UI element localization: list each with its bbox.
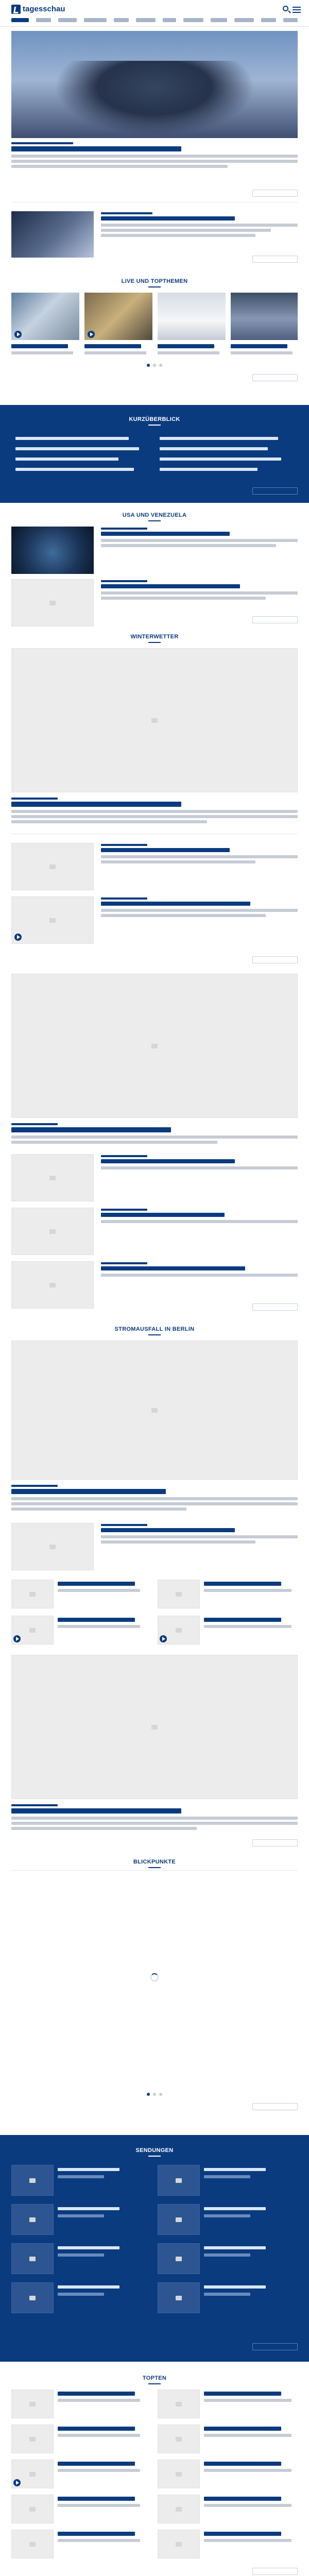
hero-image[interactable] <box>11 31 298 138</box>
teaser-headline[interactable] <box>101 532 230 536</box>
teaser-text <box>101 591 298 595</box>
play-icon[interactable] <box>13 1635 21 1642</box>
hero-teaser-text <box>11 160 298 163</box>
teaser-headline[interactable] <box>204 1618 281 1622</box>
topten-text <box>58 2399 140 2402</box>
topten-text <box>204 2469 291 2472</box>
teaser-text <box>11 1827 197 1830</box>
topthema-card-text <box>158 351 219 354</box>
sendung-title[interactable] <box>58 2285 119 2289</box>
sendung-image[interactable] <box>158 2243 200 2274</box>
teaser-text <box>101 597 266 600</box>
teaser-headline[interactable] <box>11 802 181 807</box>
teaser-headline[interactable] <box>101 216 235 221</box>
sendung-title[interactable] <box>204 2285 266 2289</box>
sendung-image[interactable] <box>158 2282 200 2313</box>
teaser-text <box>11 1822 298 1825</box>
nav-item[interactable] <box>114 18 129 22</box>
teaser-text <box>101 860 255 863</box>
kurzuberblick-item[interactable] <box>160 468 258 471</box>
topten-headline[interactable] <box>58 2392 135 2396</box>
teaser-topline <box>11 798 58 800</box>
teaser-image-placeholder[interactable] <box>158 1580 200 1608</box>
more-button[interactable] <box>252 616 298 623</box>
teaser-topline <box>101 844 147 846</box>
play-icon[interactable] <box>160 1635 167 1642</box>
teaser-image-placeholder[interactable] <box>11 579 94 626</box>
nav-item[interactable] <box>136 18 156 22</box>
nav-item[interactable] <box>163 18 176 22</box>
hero-topline <box>11 142 73 144</box>
teaser-image-placeholder[interactable] <box>11 843 94 890</box>
teaser-text <box>58 1589 140 1592</box>
topten-headline[interactable] <box>204 2462 281 2466</box>
topten-headline[interactable] <box>204 2392 281 2396</box>
topten-text <box>58 2434 140 2437</box>
topthema-card-headline[interactable] <box>84 344 141 348</box>
carousel-dots[interactable] <box>145 364 164 368</box>
section-title-sendungen: SENDUNGEN <box>0 2147 309 2157</box>
teaser-headline[interactable] <box>204 1582 281 1586</box>
sendung-title[interactable] <box>204 2207 266 2210</box>
kurzuberblick-item[interactable] <box>160 457 281 461</box>
teaser-image-placeholder[interactable] <box>11 974 298 1118</box>
topthema-card-headline[interactable] <box>231 344 287 348</box>
play-icon[interactable] <box>13 2479 21 2486</box>
teaser-topline <box>101 1209 147 1211</box>
teaser-image-placeholder[interactable] <box>11 1341 298 1480</box>
topten-text <box>58 2504 140 2507</box>
more-button[interactable] <box>252 256 298 263</box>
teaser-headline[interactable] <box>58 1582 135 1586</box>
nav-item[interactable] <box>283 18 298 22</box>
teaser-text <box>11 1141 217 1144</box>
more-button[interactable] <box>252 2343 298 2350</box>
topthema-card-headline[interactable] <box>158 344 214 348</box>
topthema-card-text <box>11 351 73 354</box>
sendung-title[interactable] <box>58 2168 119 2171</box>
teaser-text <box>101 1166 298 1170</box>
teaser-text <box>204 1625 291 1628</box>
teaser-text <box>11 1497 298 1500</box>
sendung-image[interactable] <box>11 2243 54 2274</box>
sendung-title[interactable] <box>204 2246 266 2249</box>
teaser-text <box>101 1274 298 1277</box>
teaser-headline[interactable] <box>101 584 240 588</box>
teaser-image-placeholder[interactable] <box>11 1261 94 1309</box>
teaser-image-placeholder[interactable] <box>158 2495 200 2523</box>
more-button[interactable] <box>252 2568 298 2575</box>
kurzuberblick-item[interactable] <box>160 447 268 450</box>
teaser-image-placeholder[interactable] <box>11 1208 94 1255</box>
hero-teaser-text <box>11 165 228 168</box>
topten-headline[interactable] <box>58 2427 135 2431</box>
sendung-time <box>204 2175 250 2178</box>
kurzuberblick-item[interactable] <box>160 437 278 440</box>
nav-item[interactable] <box>11 18 29 22</box>
sendung-time <box>58 2293 104 2296</box>
teaser-text <box>58 1625 140 1628</box>
teaser-text <box>204 1589 291 1592</box>
teaser-headline[interactable] <box>11 1489 166 1494</box>
kurzuberblick-item[interactable] <box>15 447 139 450</box>
sendung-image[interactable] <box>11 2165 54 2196</box>
teaser-topline <box>101 580 147 582</box>
teaser-text <box>11 1502 298 1505</box>
kurzuberblick-item[interactable] <box>15 457 118 461</box>
topten-headline[interactable] <box>58 2532 135 2536</box>
carousel-dots[interactable] <box>145 2093 164 2097</box>
teaser-topline <box>101 528 147 530</box>
teaser-text <box>11 810 298 813</box>
section-title-live-topthemen: LIVE UND TOPTHEMEN <box>0 278 309 287</box>
sendung-image[interactable] <box>11 2282 54 2313</box>
teaser-topline <box>101 1262 147 1264</box>
teaser-text <box>11 815 298 818</box>
teaser-text <box>11 820 207 823</box>
topten-headline[interactable] <box>58 2497 135 2501</box>
teaser-image-placeholder[interactable] <box>11 1523 94 1570</box>
teaser-topline <box>11 1804 58 1806</box>
play-icon[interactable] <box>88 331 95 338</box>
more-button[interactable] <box>252 487 298 495</box>
hero-headline[interactable] <box>11 146 181 151</box>
sendung-time <box>204 2214 250 2217</box>
teaser-headline[interactable] <box>101 848 230 852</box>
teaser-image-placeholder[interactable] <box>11 648 298 792</box>
sendung-title[interactable] <box>58 2207 119 2210</box>
topten-headline[interactable] <box>58 2462 135 2466</box>
topten-text <box>204 2539 291 2542</box>
nav-item[interactable] <box>261 18 277 22</box>
nav-item[interactable] <box>36 18 52 22</box>
kurzuberblick-box <box>0 405 309 503</box>
more-button[interactable] <box>252 374 298 381</box>
teaser-headline[interactable] <box>101 1159 235 1163</box>
sendung-title[interactable] <box>58 2246 119 2249</box>
teaser-text <box>101 234 255 237</box>
teaser-headline[interactable] <box>101 1266 245 1270</box>
sendung-title[interactable] <box>204 2168 266 2171</box>
topten-text <box>204 2399 291 2402</box>
more-button[interactable] <box>252 1303 298 1311</box>
more-button[interactable] <box>252 2103 298 2110</box>
sendung-time <box>58 2175 104 2178</box>
hero-teaser-text <box>11 155 298 158</box>
teaser-image-placeholder[interactable] <box>11 1655 298 1799</box>
site-header <box>0 0 309 27</box>
main-nav <box>11 18 298 24</box>
teaser-image-placeholder[interactable] <box>11 1154 94 1201</box>
teaser-text <box>101 1540 255 1544</box>
teaser-text <box>101 224 298 227</box>
section-title-blickpunkte: BLICKPUNKTE <box>0 1859 309 1868</box>
more-button[interactable] <box>252 190 298 197</box>
topthema-card-image[interactable] <box>231 293 298 340</box>
topten-headline[interactable] <box>204 2427 281 2431</box>
teaser-image[interactable] <box>11 527 94 574</box>
teaser-text <box>101 909 298 912</box>
menu-icon[interactable] <box>293 5 301 13</box>
more-button[interactable] <box>252 956 298 963</box>
topten-headline[interactable] <box>204 2497 281 2501</box>
section-title-stromausfall: STROMAUSFALL IN BERLIN <box>0 1326 309 1335</box>
section-title-usa-venezuela: USA UND VENEZUELA <box>0 512 309 521</box>
sendung-time <box>58 2253 104 2257</box>
teaser-topline <box>11 1485 58 1487</box>
teaser-image-placeholder[interactable] <box>158 2460 200 2488</box>
nav-item[interactable] <box>211 18 227 22</box>
kurzuberblick-item[interactable] <box>15 437 129 440</box>
sendung-image[interactable] <box>11 2204 54 2235</box>
teaser-image[interactable] <box>11 211 94 258</box>
sendung-time <box>204 2293 250 2296</box>
sendungen-box <box>0 2135 309 2362</box>
topthema-card-image[interactable] <box>158 293 226 340</box>
teaser-headline[interactable] <box>11 1127 171 1132</box>
kurzuberblick-item[interactable] <box>15 468 134 471</box>
teaser-text <box>11 1507 186 1511</box>
tagesschau-logo[interactable] <box>11 5 65 14</box>
nav-item[interactable] <box>84 18 107 22</box>
play-icon[interactable] <box>14 934 22 941</box>
topten-headline[interactable] <box>204 2532 281 2536</box>
teaser-text <box>101 544 276 547</box>
more-button[interactable] <box>252 1839 298 1846</box>
teaser-image-placeholder[interactable] <box>11 2389 54 2418</box>
teaser-topline <box>101 212 152 214</box>
section-title-topten: TOPTEN <box>0 2375 309 2384</box>
topthema-card-text <box>84 351 146 354</box>
teaser-image-placeholder[interactable] <box>158 2389 200 2418</box>
teaser-text <box>101 1220 298 1223</box>
teaser-text <box>11 1817 298 1820</box>
teaser-image-placeholder[interactable] <box>11 2495 54 2523</box>
teaser-topline <box>101 897 147 900</box>
sendung-time <box>58 2214 104 2217</box>
sendung-time <box>204 2253 250 2257</box>
section-title-winterwetter: WINTERWETTER <box>0 634 309 643</box>
topten-text <box>58 2539 140 2542</box>
topthema-card-headline[interactable] <box>11 344 68 348</box>
teaser-text <box>11 1136 298 1139</box>
teaser-text <box>101 914 266 917</box>
teaser-headline[interactable] <box>11 1808 181 1814</box>
teaser-headline[interactable] <box>101 1213 225 1217</box>
teaser-topline <box>101 1524 147 1526</box>
teaser-image-placeholder[interactable] <box>158 2530 200 2558</box>
teaser-topline <box>11 1123 58 1125</box>
topten-text <box>204 2504 291 2507</box>
topten-text <box>204 2434 291 2437</box>
teaser-image-placeholder[interactable] <box>11 1580 54 1608</box>
teaser-text <box>101 229 271 232</box>
divider <box>11 1870 298 1871</box>
teaser-image-placeholder[interactable] <box>158 2425 200 2453</box>
teaser-image-placeholder[interactable] <box>11 896 94 944</box>
section-title-kurzuberblick: KURZÜBERBLICK <box>0 416 309 426</box>
teaser-headline[interactable] <box>101 902 250 906</box>
nav-item[interactable] <box>58 18 77 22</box>
teaser-text <box>101 855 298 858</box>
topthema-card-image[interactable] <box>84 293 152 340</box>
logo-text: tagesschau <box>23 5 65 13</box>
teaser-headline[interactable] <box>101 1528 235 1532</box>
teaser-text <box>101 539 298 542</box>
tagesschau-logo-icon <box>11 5 21 14</box>
loading-spinner-icon <box>150 1973 159 1981</box>
topthema-card-text <box>231 351 293 354</box>
teaser-image-placeholder[interactable] <box>11 2530 54 2558</box>
sendung-image[interactable] <box>158 2165 200 2196</box>
topthema-card-image[interactable] <box>11 293 79 340</box>
topten-text <box>58 2469 140 2472</box>
nav-item[interactable] <box>234 18 254 22</box>
teaser-headline[interactable] <box>58 1618 135 1622</box>
teaser-topline <box>101 1155 147 1157</box>
teaser-text <box>101 1535 298 1538</box>
search-icon[interactable] <box>282 5 290 13</box>
sendung-image[interactable] <box>158 2204 200 2235</box>
teaser-image-placeholder[interactable] <box>11 2425 54 2453</box>
play-icon[interactable] <box>14 331 22 338</box>
nav-item[interactable] <box>183 18 204 22</box>
